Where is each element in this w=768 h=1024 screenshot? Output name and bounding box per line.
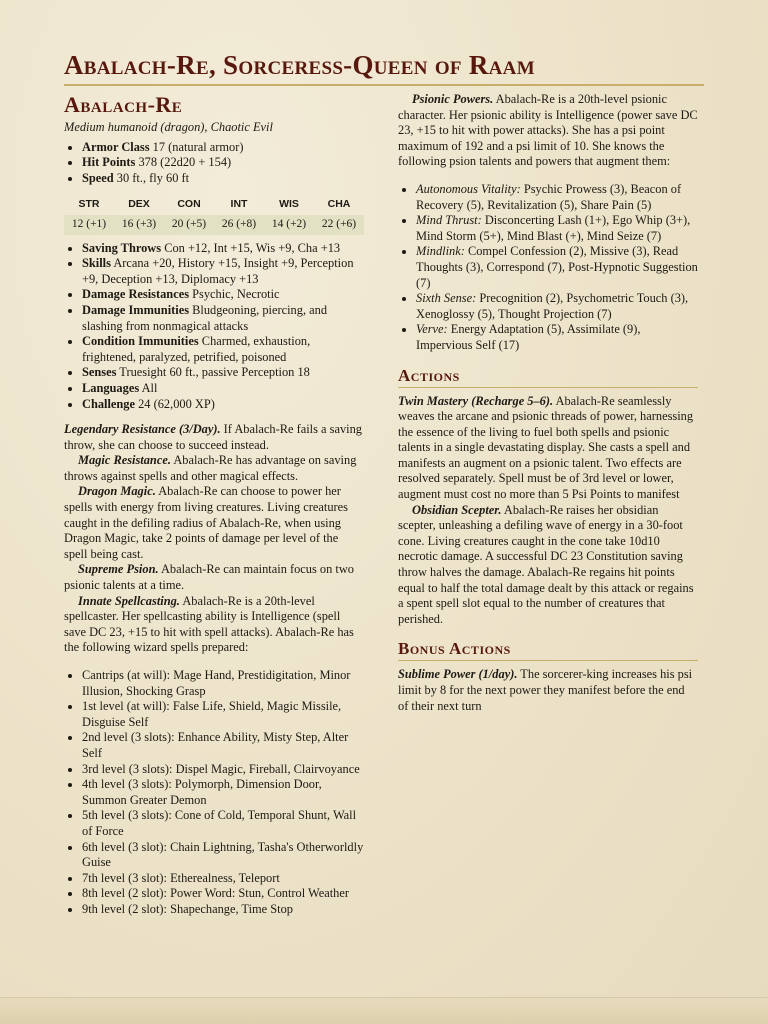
ability-scores-table <box>64 195 364 234</box>
ability-value: 22 (+6) <box>314 215 364 235</box>
spell-level-item: • 3rd level (3 slots): Dispel Magic, Fireball, Clairvoyance <box>82 762 364 778</box>
discipline-item: • Verve: Energy Adaptation (5), Assimilate (9), Impervious Self (17) <box>416 322 698 353</box>
discipline-item: • Mind Thrust: Disconcerting Lash (1+), Ego Whip (3+), Mind Storm (5+), Mind Blast (+), Mind Seize (7) <box>416 213 698 244</box>
left-column <box>64 92 364 918</box>
stat-armor-class: • Armor Class 17 (natural armor) <box>82 140 364 156</box>
spell-level-item: • 2nd level (3 slots): Enhance Ability, Misty Step, Alter Self <box>82 730 364 761</box>
bonus-actions-heading: Bonus Actions <box>398 639 698 661</box>
spell-list <box>64 668 364 918</box>
stat-skills: • Skills Arcana +20, History +15, Insight +9, Perception +9, Deception +13, Diplomacy +13 <box>82 256 364 287</box>
basic-stats <box>64 140 364 187</box>
spell-level-item: • 1st level (at will): False Life, Shield, Magic Missile, Disguise Self <box>82 699 364 730</box>
ability-value-row <box>64 215 364 235</box>
action-obsidian-scepter: Obsidian Scepter. Abalach-Re raises her obsidian scepter, unleashing a defiling wave of energy in a 30-foot cone. Living creatures caught in the cone take 10d10 necrotic damage. A successful DC 23 Constitution saving throw halves the damage. Abalach-Re regains hit points equal to half the total damage dealt by this attack or regains a spent spell slot equal to the number of creatures that perished. <box>398 502 694 626</box>
trait-dragon-magic: Dragon Magic. Abalach-Re can choose to power her spells with energy from living creatures. Living creatures caught in the defiling radius of Abalach-Re, when using Dragon Magic, take 2 points of damage per level of the spell being cast. <box>64 484 348 561</box>
ability-header: INT <box>230 198 248 211</box>
action-twin-mastery: Twin Mastery (Recharge 5–6). Abalach-Re seamlessly weaves the arcane and psionic threads of power, harnessing the essence of the living to fuel both spells and psionic talents in a single devastating display. She casts a spell and manifests an augment on a psionic talent. Two effects are resolved separately. Spell must be of 3rd level or lower, augment must cost no more than 5 Psi Points to manifest <box>398 393 694 502</box>
spell-level-item: • 5th level (3 slots): Cone of Cold, Temporal Shunt, Wall of Force <box>82 808 364 839</box>
ability-header: CON <box>177 198 201 211</box>
title-divider <box>64 84 704 86</box>
ability-value: 20 (+5) <box>164 215 214 235</box>
spell-level-item: • 4th level (3 slots): Polymorph, Dimension Door, Summon Greater Demon <box>82 777 364 808</box>
right-column <box>398 92 698 714</box>
trait-innate-spellcasting: Innate Spellcasting. Abalach-Re is a 20th-level spellcaster. Her spellcasting ability is Intelligence (spell save DC 23, +15 to hit with spell attacks). Abalach-Re has the following wizard spells prepared: <box>64 593 354 655</box>
stat-saving-throws: • Saving Throws Con +12, Int +15, Wis +9, Cha +13 <box>82 241 364 257</box>
ability-value: 12 (+1) <box>64 215 114 235</box>
stat-challenge: • Challenge 24 (62,000 XP) <box>82 397 364 413</box>
stat-senses: • Senses Truesight 60 ft., passive Perception 18 <box>82 365 364 381</box>
ability-value: 26 (+8) <box>214 215 264 235</box>
stat-languages: • Languages All <box>82 381 364 397</box>
stat-condition-immunities: • Condition Immunities Charmed, exhaustion, frightened, paralyzed, petrified, poisoned <box>82 334 364 365</box>
trait-legendary-resistance: Legendary Resistance (3/Day). If Abalach-Re fails a saving throw, she can choose to succeed instead. <box>64 422 362 452</box>
psionic-disciplines-list <box>398 182 698 354</box>
ability-value: 16 (+3) <box>114 215 164 235</box>
discipline-item: • Mindlink: Compel Confession (2), Missive (3), Read Thoughts (3), Correspond (7), Post-Hypnotic Suggestion (7) <box>416 244 698 291</box>
ability-header: DEX <box>128 198 150 211</box>
ability-header: WIS <box>279 198 299 211</box>
trait-magic-resistance: Magic Resistance. Abalach-Re has advantage on saving throws against spells and other magical effects. <box>64 453 357 483</box>
ability-value: 14 (+2) <box>264 215 314 235</box>
spell-level-item: • 9th level (2 slot): Shapechange, Time Stop <box>82 902 364 918</box>
stat-damage-resistances: • Damage Resistances Psychic, Necrotic <box>82 287 364 303</box>
bonus-action-sublime-power: Sublime Power (1/day). The sorcerer-king increases his psi limit by 8 for the next power they manifest before the end of their next turn <box>398 667 693 713</box>
discipline-item: • Autonomous Vitality: Psychic Prowess (3), Beacon of Recovery (5), Revitalization (5), Share Pain (5) <box>416 182 698 213</box>
ability-header-row <box>64 195 364 215</box>
spell-level-item: • 6th level (3 slot): Chain Lightning, Tasha's Otherworldly Guise <box>82 840 364 871</box>
discipline-item: • Sixth Sense: Precognition (2), Psychometric Touch (3), Xenoglossy (5), Thought Projection (7) <box>416 291 698 322</box>
ability-header: STR <box>78 198 100 211</box>
stat-damage-immunities: • Damage Immunities Bludgeoning, piercing, and slashing from nonmagical attacks <box>82 303 364 334</box>
monster-name: Abalach-Re <box>64 92 183 117</box>
spell-level-item: • Cantrips (at will): Mage Hand, Prestidigitation, Minor Illusion, Shocking Grasp <box>82 668 364 699</box>
stat-hit-points: • Hit Points 378 (22d20 + 154) <box>82 155 364 171</box>
trait-supreme-psion: Supreme Psion. Abalach-Re can maintain focus on two psionic talents at a time. <box>64 562 354 593</box>
page-footer-border <box>0 997 768 1024</box>
detail-stats <box>64 241 364 413</box>
ability-header: CHA <box>327 198 351 211</box>
actions-heading: Actions <box>398 366 698 388</box>
trait-psionic-powers: Psionic Powers. Abalach-Re is a 20th-level psionic character. Her psionic ability is Intelligence (power save DC 23, +15 to hit with power attacks). She has a psi point maximum of 192 and a psi limit of 10. She knows the following psion talents and powers that augment them: <box>398 92 698 169</box>
page-title: Abalach-Re, Sorceress-Queen of Raam <box>64 50 535 80</box>
spell-level-item: • 7th level (3 slot): Etherealness, Teleport <box>82 871 364 887</box>
monster-type: Medium humanoid (dragon), Chaotic Evil <box>64 120 273 134</box>
stat-speed: • Speed 30 ft., fly 60 ft <box>82 171 364 187</box>
spell-level-item: • 8th level (2 slot): Power Word: Stun, Control Weather <box>82 886 364 902</box>
